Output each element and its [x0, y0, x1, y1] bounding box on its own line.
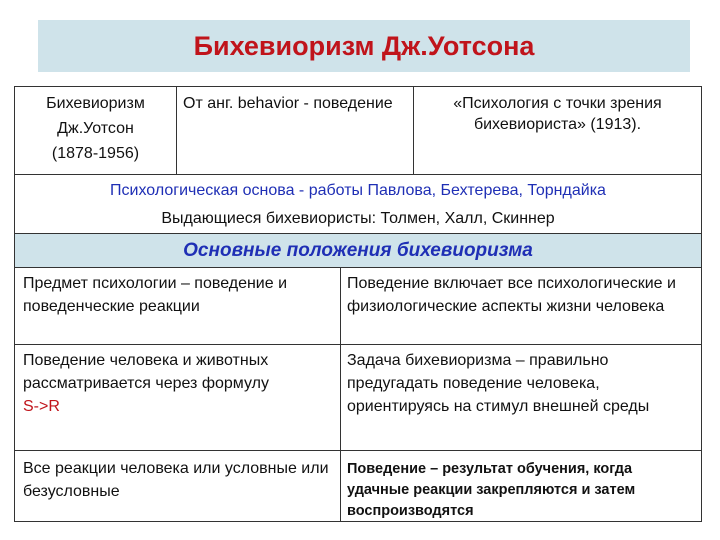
grid-r2-right [340, 344, 702, 450]
name-cell [14, 86, 177, 174]
basis-line-1: Психологическая основа - работы Павлова, Бехтерева, Торндайка [110, 182, 606, 199]
formula-text: S->R [23, 398, 60, 415]
grid-r2-right-text: Задача бихевиоризма – правильно предугадать поведение человека, ориентируясь на стимул внешней среды [347, 352, 650, 415]
grid-r2-left-text: Поведение человека и животных рассматривается через формулу [23, 352, 269, 392]
quote-cell [414, 86, 702, 174]
grid-r1-left-text: Предмет психологии – поведение и поведенческие реакции [23, 275, 288, 315]
slide-title: Бихевиоризм Дж.Уотсона [38, 20, 690, 72]
grid-r2-left [14, 344, 340, 450]
grid-r1-right-text: Поведение включает все психологические и физиологические аспекты жизни человека [347, 275, 676, 315]
basis-line-2: Выдающиеся бихевиористы: Толмен, Халл, Скиннер [161, 210, 555, 227]
name-line-1: Бихевиоризм [46, 95, 145, 112]
section-title: Основные положения бихевиоризма [14, 233, 702, 267]
grid-r3-right [340, 450, 702, 522]
etymology-cell [177, 86, 414, 174]
name-line-3: (1878-1956) [51, 145, 140, 162]
grid-r3-right-text: Поведение – результат обучения, когда удачные реакции закрепляются и затем воспроизводятся [347, 461, 636, 519]
grid-r1-left [14, 267, 340, 344]
quote-text: «Психология с точки зрения бихевиориста» (1913). [453, 95, 662, 133]
name-line-2: Дж.Уотсон [57, 120, 134, 137]
grid-r3-left [14, 450, 340, 522]
basis-block [14, 174, 702, 233]
grid-r1-right [340, 267, 702, 344]
etymology-text: От анг. behavior - поведение [183, 95, 393, 112]
grid-r3-left-text: Все реакции человека или условные или безусловные [23, 460, 329, 500]
